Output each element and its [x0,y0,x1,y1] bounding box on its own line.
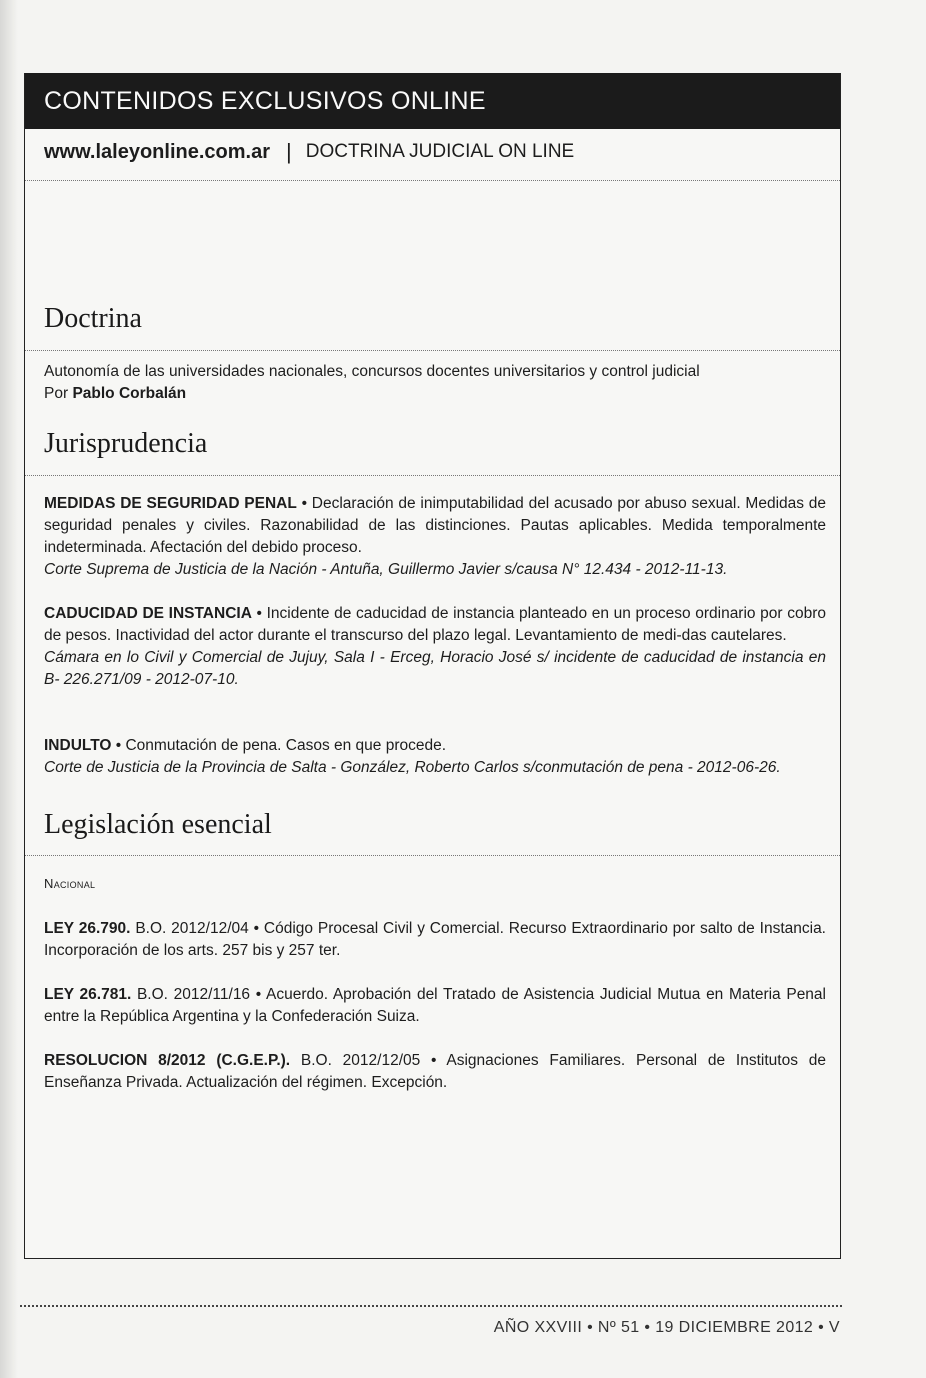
section-title-jurisprudencia: Jurisprudencia [44,428,208,459]
item-text: B.O. 2012/12/04 • Código Procesal Civil y Comercial. Recurso Extraordinario por salto de Instancia. Incorporación de los arts. 257 bis y 257 ter. [44,920,826,959]
legislacion-item [44,918,826,962]
divider [25,475,840,476]
item-citation: Corte de Justicia de la Provincia de Salta - González, Roberto Carlos s/conmutación de pena - 2012-06-26. [44,759,781,776]
jurisprudencia-item [44,603,826,691]
item-text: B.O. 2012/12/05 • Asignaciones Familiares. Personal de Institutos de Enseñanza Privada. Actualización del régimen. Excepción. [44,1052,826,1091]
item-text: B.O. 2012/11/16 • Acuerdo. Aprobación del Tratado de Asistencia Judicial Mutua en Materia Penal entre la República Argentina y la Confederación Suiza. [44,986,826,1025]
category-label: Nacional [44,876,96,891]
website-link[interactable]: www.laleyonline.com.ar [44,140,270,163]
page-left-edge-shadow [0,0,18,1378]
item-label: LEY 26.790. [44,920,131,937]
item-label: INDULTO [44,737,112,754]
jurisprudencia-item [44,735,826,779]
footer-divider [20,1305,842,1307]
legislacion-category [44,873,826,895]
legislacion-item [44,984,826,1028]
item-text: • Declaración de inimputabilidad del acusado por abuso sexual. Medidas de seguridad penales y civiles. Razonabilidad de las distinciones. Pautas aplicables. Medida temporalmente indeterminada. Afectación del debido proceso. [44,495,827,556]
divider [25,180,840,181]
item-label: RESOLUCION 8/2012 (C.G.E.P.). [44,1052,291,1069]
jurisprudencia-item [44,493,826,581]
item-text: • Incidente de caducidad de instancia planteado en un proceso ordinario por cobro de pesos. Inactividad del actor durante el transcurso del plazo legal. Levantamiento de medi-das cautelares. [44,605,826,644]
footer-issue-info: AÑO XXVIII • Nº 51 • 19 DICIEMBRE 2012 • V [493,1319,840,1336]
item-label: CADUCIDAD DE INSTANCIA [44,605,252,622]
section-title-legislacion: Legislación esencial [44,809,272,840]
content-box [24,73,841,1259]
author-name: Pablo Corbalán [72,385,187,402]
item-text: • Conmutación de pena. Casos en que procede. [111,737,447,754]
subheader [44,139,574,165]
divider [25,855,840,856]
separator: | [286,139,292,164]
section-title-doctrina: Doctrina [44,303,142,334]
item-citation: Cámara en lo Civil y Comercial de Jujuy, Sala I - Erceg, Horacio José s/ incidente de caducidad de instancia en B- 226.271/09 - 2012-07-10. [44,649,826,688]
divider [25,350,840,351]
banner-title: CONTENIDOS EXCLUSIVOS ONLINE [25,73,840,129]
author-prefix: Por [44,385,73,402]
item-label: MEDIDAS DE SEGURIDAD PENAL [44,495,297,512]
doctrina-item-text: Autonomía de las universidades nacionales, concursos docentes universitarios y control judicial [44,363,700,380]
legislacion-item [44,1050,826,1094]
doctrina-item [44,361,826,405]
item-label: LEY 26.781. [44,986,132,1003]
item-citation: Corte Suprema de Justicia de la Nación - Antuña, Guillermo Javier s/causa N° 12.434 - 2012-11-13. [44,561,728,578]
subheader-label: DOCTRINA JUDICIAL ON LINE [305,141,575,162]
